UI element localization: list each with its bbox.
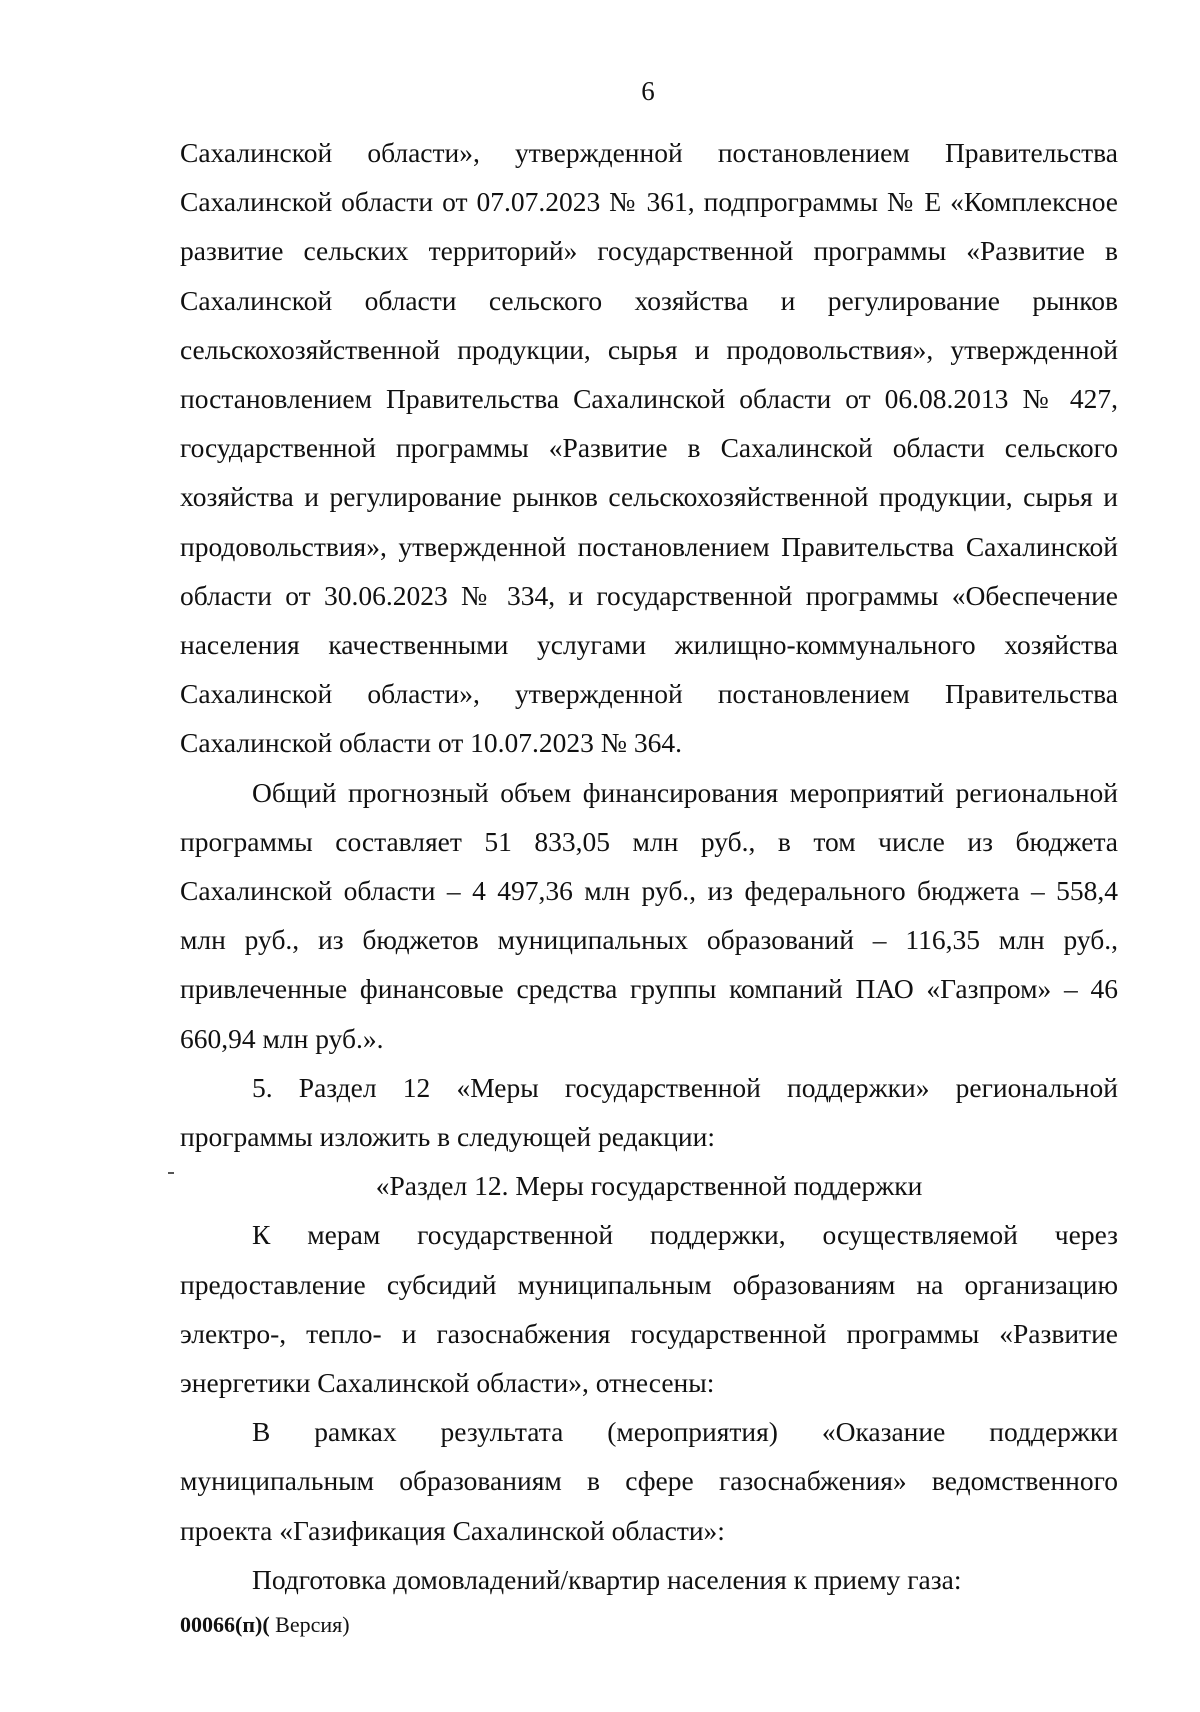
paragraph-continuation-programs: Сахалинской области», утвержденной постановлением Правительства Сахалинской области от 07.07.2023 № 361, подпрограммы № Е «Комплексное развитие сельских территорий» государственной программы «Развитие в Сахалинской области сельского хозяйства и регулирование рынков сельскохозяйственной продукции, сырья и продовольствия», утвержденной постановлением Правительства Сахалинской области от 06.08.2013 № 427, государственной программы «Развитие в Сахалинской области сельского хозяйства и регулирование рынков сельскохозяйственной продукции, сырья и продовольствия», утвержденной постановлением Правительства Сахалинской области от 30.06.2023 № 334, и государственной программы «Обеспечение населения качественными услугами жилищно-коммунального хозяйства Сахалинской области», утвержденной постановлением Правительства Сахалинской области от 10.07.2023 № 364. <box>180 137 1118 759</box>
document-body <box>180 128 1118 1604</box>
document-footer <box>180 1612 350 1638</box>
paragraph-household-preparation: Подготовка домовладений/квартир населения к приему газа: <box>252 1563 962 1595</box>
paragraph-financing-volume: Общий прогнозный объем финансирования мероприятий региональной программы составляет 51 833,05 млн руб., в том числе из бюджета Сахалинской области – 4 497,36 млн руб., из федерального бюджета – 558,4 млн руб., из бюджетов муниципальных образований – 116,35 млн руб., привлеченные финансовые средства группы компаний ПАО «Газпром» – 46 660,94 млн руб.». <box>180 776 1118 1054</box>
page-number: 6 <box>641 76 655 106</box>
paragraph-support-measures: К мерам государственной поддержки, осуществляемой через предоставление субсидий муниципальным образованиям на организацию электро-, тепло- и газоснабжения государственной программы «Развитие энергетики Сахалинской области», отнесены: <box>180 1219 1118 1399</box>
document-version: Версия) <box>269 1612 350 1637</box>
section-heading: «Раздел 12. Меры государственной поддержки <box>375 1170 923 1202</box>
document-code: 00066(п)( <box>180 1612 270 1637</box>
scan-artifact <box>168 1172 174 1174</box>
paragraph-gas-supply-support: В рамках результата (мероприятия) «Оказание поддержки муниципальным образованиям в сфере газоснабжения» ведомственного проекта «Газификация Сахалинской области»: <box>180 1416 1118 1546</box>
paragraph-amendment-item-5: 5. Раздел 12 «Меры государственной поддержки» региональной программы изложить в следующей редакции: <box>180 1071 1118 1153</box>
